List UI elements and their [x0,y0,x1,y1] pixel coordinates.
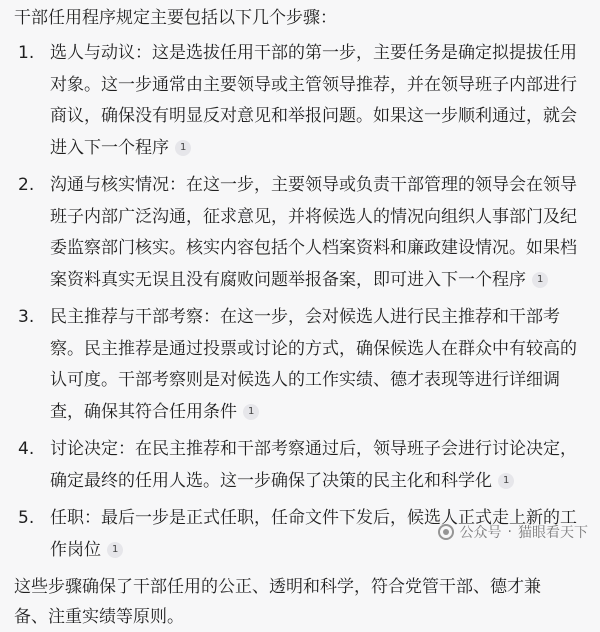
step-text: 沟通与核实情况：在这一步，主要领导或负责干部管理的领导会在领导班子内部广泛沟通，征求意见，并将候选人的情况向组织人事部门及纪委监察部门核实。核实内容包括个人档案资料和廉政建设情况。如果档案资料真实无误且没有腐败问题举报备案，即可进入下一个程序 [50,175,577,290]
list-item [14,302,592,428]
step-content [50,302,592,428]
step-content [50,170,592,296]
citation-badge[interactable]: 1 [175,140,191,156]
step-content [50,38,592,164]
citation-badge[interactable]: 1 [498,473,514,489]
citation-badge[interactable]: 1 [532,272,548,288]
list-item [14,434,592,497]
watermark-label: 公众号 [459,525,502,541]
step-number: 3. [18,307,35,327]
steps-list [14,38,592,566]
citation-badge[interactable]: 1 [243,404,259,420]
step-text: 民主推荐与干部考察：在这一步，会对候选人进行民主推荐和干部考察。民主推荐是通过投票或讨论的方式，确保候选人在群众中有较高的认可度。干部考察则是对候选人的工作实绩、德才表现等进行详细调查，确保其符合任用条件 [50,307,577,422]
step-number: 4. [18,439,35,459]
watermark [438,522,588,542]
list-item [14,170,592,296]
summary-text: 这些步骤确保了干部任用的公正、透明和科学，符合党管干部、德才兼备、注重实绩等原则。 [14,577,541,627]
step-text: 选人与动议：这是选拔任用干部的第一步，主要任务是确定拟提拔任用对象。这一步通常由主要领导或主管领导推荐，并在领导班子内部进行商议，确保没有明显反对意见和举报问题。如果这一步顺利通过，就会进入下一个程序 [50,43,577,158]
citation-badge[interactable]: 1 [107,542,123,558]
intro-text: 干部任用程序规定主要包括以下几个步骤： [14,8,337,28]
step-number: 1. [18,43,35,63]
watermark-separator: · [507,524,512,540]
step-number: 5. [18,508,35,528]
step-text: 讨论决定：在民主推荐和干部考察通过后，领导班子会进行讨论决定，确定最终的任用人选。这一步确保了决策的民主化和科学化 [50,439,577,491]
step-number: 2. [18,175,35,195]
wechat-official-account-icon [438,524,454,540]
watermark-account: 猫眼看天下 [518,525,588,541]
step-content [50,434,592,497]
list-item [14,38,592,164]
step-text: 任职：最后一步是正式任职，任命文件下发后，候选人正式走上新的工作岗位 [50,508,577,560]
